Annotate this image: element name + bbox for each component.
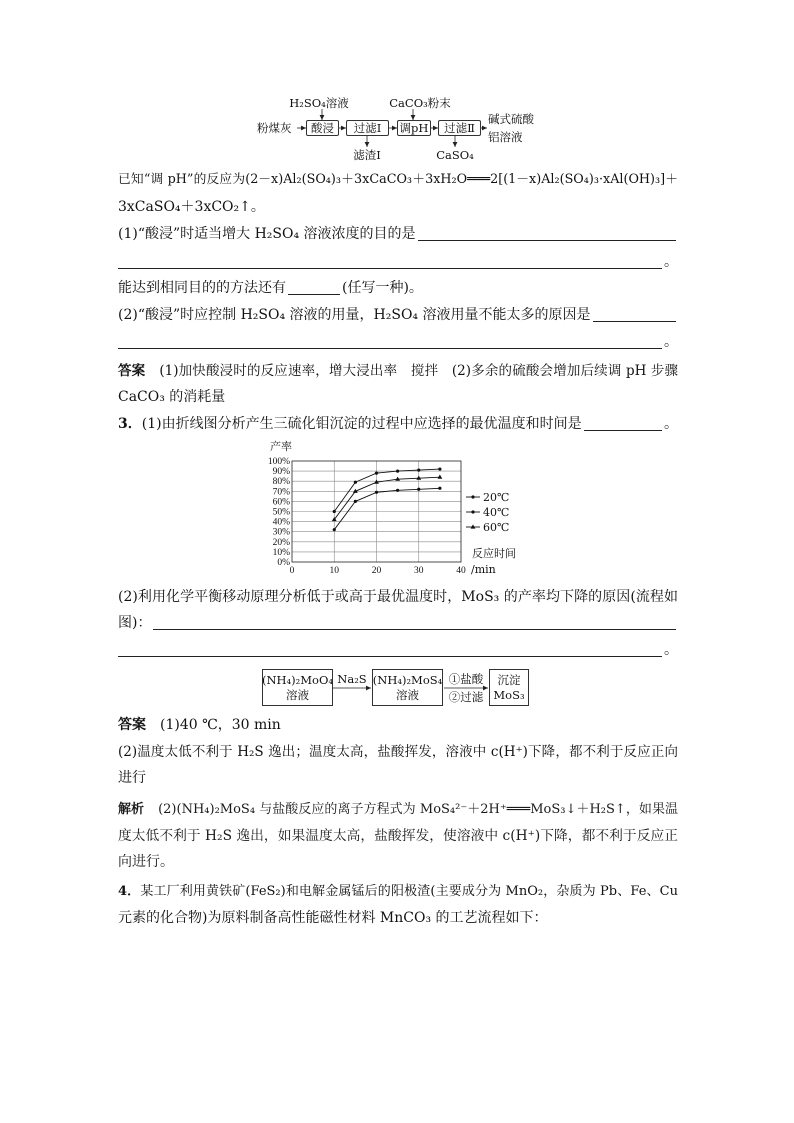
series-20c-point-2: [375, 491, 378, 494]
flow1-step-filter-2: 过滤Ⅱ: [438, 120, 481, 136]
series-40c-point-0: [333, 510, 336, 513]
q1-part1-blank-row: [118, 252, 678, 272]
answer-blank: [118, 268, 662, 269]
y-tick-label: 100%: [267, 457, 290, 467]
flow1-step-adjust-ph: 调pH: [397, 120, 431, 136]
series-20c-point-3: [396, 489, 399, 492]
x-tick-label: 10: [329, 566, 339, 576]
q3-part1-text: (1)由折线图分析产生三硫化钼沉淀的过程中应选择的最优温度和时间是: [141, 416, 582, 432]
question-number-4: 4．: [118, 884, 141, 899]
series-line-20c: [334, 488, 440, 529]
x-tick-label: 0: [289, 566, 295, 576]
q1-alt-after: (任写一种)。: [342, 280, 423, 296]
flow1-product-line-2: 铝溶液: [488, 130, 523, 144]
q1-answer-line-1: [118, 361, 678, 381]
y-axis-label: 产率: [270, 440, 292, 453]
x-axis-label: 反应时间: [472, 547, 516, 560]
flow2-box-mos3-precipitate: [489, 669, 529, 706]
flow1-step-acid-leach: 酸浸: [306, 120, 339, 136]
q3-part2-blank-row: [118, 640, 678, 660]
y-tick-label: 50%: [272, 507, 290, 518]
y-tick-label: 30%: [272, 527, 290, 538]
q3-part2-end: 。: [664, 642, 678, 658]
analysis-label: 解析: [118, 802, 145, 817]
series-line-60c: [334, 477, 440, 519]
q4-line-1: [118, 882, 678, 902]
legend-marker-20c: [471, 495, 474, 498]
question-number-3: 3．: [118, 416, 142, 432]
legend-marker-60c: [471, 524, 476, 528]
y-tick-label: 70%: [272, 487, 290, 498]
series-40c-point-4: [417, 468, 420, 471]
flow2-box-ammonium-molybdate: [262, 669, 333, 706]
flow1-reagent-h2so4: H₂SO₄溶液: [289, 96, 349, 110]
x-tick-label: 30: [414, 566, 424, 576]
q1-alt-method-row: [118, 278, 678, 298]
flow1-product-line-1: 碱式硫酸: [488, 112, 534, 126]
q1-answer-line-2: CaCO₃ 的消耗量: [118, 389, 226, 405]
answer-blank: [593, 321, 677, 322]
q1-part1-text: (1)“酸浸”时适当增大 H₂SO₄ 溶液浓度的目的是: [118, 226, 416, 242]
series-40c-point-3: [396, 470, 399, 473]
q3-analysis-line-2: 度太低不利于 H₂S 逸出，如果温度太高，盐酸挥发，使溶液中 c(H⁺)下降，都不利于反应正: [118, 828, 678, 844]
q1-part2-end: 。: [664, 334, 678, 350]
series-20c-point-4: [417, 488, 420, 491]
y-tick-label: 40%: [272, 517, 290, 528]
q3-answer-line-3: 进行: [118, 770, 146, 786]
series-40c-point-5: [438, 467, 441, 470]
series-line-40c: [334, 469, 440, 511]
y-tick-label: 10%: [272, 547, 290, 558]
y-tick-label: 0%: [277, 558, 290, 568]
q3-part2-line-1: (2)利用化学平衡移动原理分析低于或高于最优温度时，MoS₃ 的产率均下降的原因(流程如: [118, 589, 678, 605]
q3-part2-line-2: 图)：: [118, 615, 152, 631]
q1-part1-row: [118, 224, 678, 244]
known-reaction-line-2: 3xCaSO₄＋3xCO₂↑。: [118, 199, 265, 215]
flow2-box2-line-2: 溶液: [396, 687, 419, 702]
series-20c-point-1: [354, 500, 357, 503]
series-40c-point-1: [354, 481, 357, 484]
q3-part2-row: [118, 613, 678, 633]
q4-text-1: 某工厂利用黄铁矿(FeS₂)和电解金属锰后的阳极渣(主要成分为 MnO₂，杂质为 Pb、Fe、Cu: [140, 884, 679, 899]
flow1-step-filter-1: 过滤Ⅰ: [346, 120, 389, 136]
q1-alt-before: 能达到相同目的的方法还有: [118, 280, 286, 296]
flow2-step-hydrochloric-acid: ①盐酸: [448, 672, 484, 686]
q3-answer-line-2: (2)温度太低不利于 H₂S 逸出；温度太高，盐酸挥发，溶液中 c(H⁺)下降，都不利于反应正向: [118, 744, 678, 760]
y-tick-label: 20%: [272, 537, 290, 548]
known-reaction-line-1: 已知“调 pH”的反应为(2－x)Al₂(SO₄)₃＋3xCaCO₃＋3xH₂O═══2[(1－x)Al₂(SO₄)₃·xAl(OH)₃]＋: [118, 172, 678, 187]
flow2-box3-line-1: 沉淀: [497, 672, 521, 687]
answer-blank: [418, 240, 676, 241]
yield-line-chart: [250, 436, 530, 581]
flow2-reagent-na2s: Na₂S: [337, 672, 367, 686]
q1-part2-text: (2)“酸浸”时应控制 H₂SO₄ 溶液的用量，H₂SO₄ 溶液用量不能太多的原因是: [118, 307, 591, 323]
flow1-residue-1: 滤渣Ⅰ: [353, 148, 381, 162]
legend-label-20c: 20℃: [483, 491, 510, 504]
answer-label: 答案: [118, 717, 146, 733]
answer-blank: [288, 294, 340, 295]
q1-part2-row: [118, 305, 678, 325]
legend-marker-40c: [471, 510, 474, 513]
x-tick-label: 20: [371, 566, 382, 576]
answer-blank: [118, 656, 662, 657]
answer-label: 答案: [118, 363, 146, 379]
flow1-reagent-caco3: CaCO₃粉末: [389, 96, 451, 110]
flow2-box1-line-1: (NH₄)₂MoO₄: [261, 672, 334, 687]
series-20c-point-0: [333, 528, 336, 531]
q3-analysis-line-3: 向进行。: [118, 854, 174, 870]
flow2-box3-line-2: MoS₃: [493, 687, 525, 702]
series-60c-point-5: [437, 475, 442, 479]
y-tick-label: 90%: [272, 467, 290, 478]
q3-answer-line-1: [118, 715, 678, 735]
q4-line-2: 元素的化合物)为原料制备高性能磁性材料 MnCO₃ 的工艺流程如下：: [118, 910, 548, 926]
flow2-box1-line-2: 溶液: [286, 687, 309, 702]
q3-part1-row: [118, 414, 678, 434]
answer-blank: [584, 430, 662, 431]
y-tick-label: 60%: [272, 497, 290, 508]
answer-blank: [153, 629, 676, 630]
series-20c-point-5: [438, 487, 441, 490]
legend-label-60c: 60℃: [483, 521, 510, 534]
flow1-start-fly-ash: 粉煤灰: [257, 121, 292, 135]
q1-answer-text-1: (1)加快酸浸时的反应速率，增大浸出率 搅拌 (2)多余的硫酸会增加后续调 pH 步骤: [159, 363, 679, 379]
legend-label-40c: 40℃: [483, 506, 510, 519]
x-tick-label: 40: [456, 566, 466, 576]
flow1-residue-caso4: CaSO₄: [436, 148, 474, 162]
flow2-box-ammonium-thiomolybdate: [372, 669, 443, 706]
x-axis-unit: /min: [471, 563, 496, 576]
q1-part1-end: 。: [664, 254, 678, 270]
q3-answer-text-1: (1)40 ℃，30 min: [160, 717, 281, 733]
q3-analysis-line-1: [118, 800, 678, 820]
series-40c-point-2: [375, 472, 378, 475]
q1-part2-blank-row: [118, 332, 678, 352]
q3-part1-end: 。: [664, 416, 678, 432]
flow2-step-filter: ②过滤: [448, 690, 484, 704]
q3-analysis-text-1: (2)(NH₄)₂MoS₄ 与盐酸反应的离子方程式为 MoS₄²⁻＋2H⁺═══MoS₃↓＋H₂S↑，如果温: [158, 802, 678, 817]
flow2-box2-line-1: (NH₄)₂MoS₄: [372, 672, 443, 687]
answer-blank: [118, 348, 662, 349]
y-tick-label: 80%: [272, 477, 290, 488]
